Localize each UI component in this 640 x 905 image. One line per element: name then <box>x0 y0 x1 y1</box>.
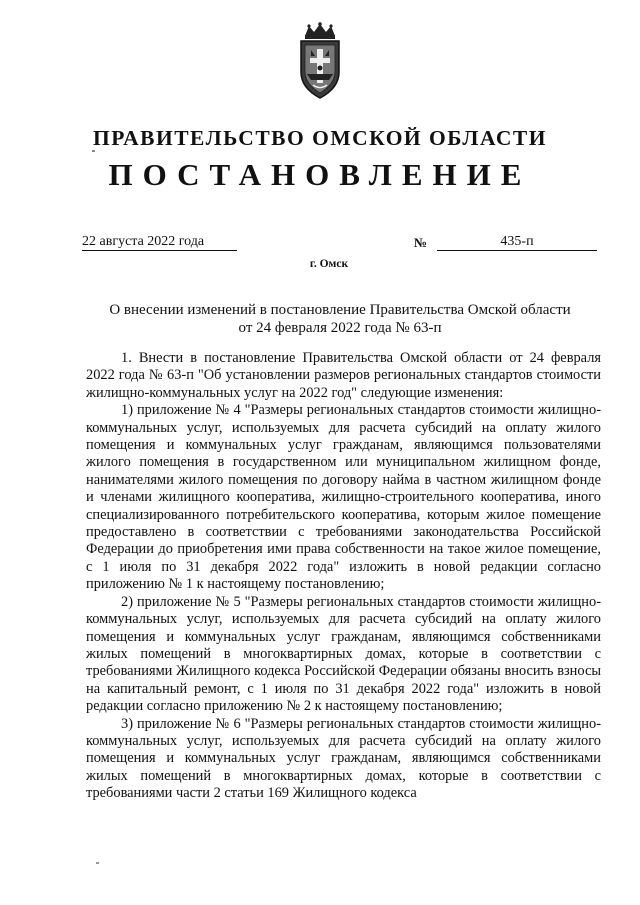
issuing-authority: ПРАВИТЕЛЬСТВО ОМСКОЙ ОБЛАСТИ <box>93 126 547 150</box>
coat-of-arms-icon <box>293 22 347 102</box>
subject-line-2: от 24 февраля 2022 года № 63-п <box>238 320 442 336</box>
document-body <box>86 350 601 803</box>
document-number: 435-п <box>437 233 597 251</box>
document-type-title: ПОСТАНОВЛЕНИЕ <box>108 157 532 192</box>
paragraph-2: 1) приложение № 4 "Размеры региональных стандартов стоимости жилищно-коммунальных услуг, используемых для расчета субсидий на оплату жилого помещения и коммунальных услуг гражданам, являющимся пользователями жилого помещения в государственном или муниципальном жилищном фонде, нанимателями жилого помещения по договору найма в частном жилищном фонде и членами жилищного кооператива, жилищно-строительного кооператива, иного специализированного потребительского кооператива, которым жилое помещение предоставлено в соответствии с требованиями законодательства Российской Федерации до приобретения ими права собственности на такое жилое помещение, с 1 июля по 31 декабря 2022 года" изложить в новой редакции согласно приложению № 1 к настоящему постановлению; <box>86 402 601 593</box>
issue-city: г. Омск <box>309 258 349 270</box>
number-sign: № <box>414 235 428 250</box>
paragraph-1: 1. Внести в постановление Правительства Омской области от 24 февраля 2022 года № 63-п "Об установлении размеров региональных стандартов стоимости жилищно-коммунальных услуг на 2022 год" следующие изменения: <box>86 350 601 401</box>
document-subject <box>60 301 620 337</box>
paragraph-3: 2) приложение № 5 "Размеры региональных стандартов стоимости жилищно-коммунальных услуг, используемых для расчета субсидий на оплату жилого помещения и коммунальных услуг гражданам, являющимся собственниками жилых помещений в многоквартирных домах, которые в соответствии с требованиями Жилищного кодекса Российской Федерации обязаны вносить взносы на капитальный ремонт, с 1 июля по 31 декабря 2022 года" изложить в новой редакции согласно приложению № 2 к настоящему постановлению; <box>86 593 601 715</box>
document-date: 22 августа 2022 года <box>82 233 237 251</box>
scan-mark-bottom <box>96 862 99 864</box>
subject-line-1: О внесении изменений в постановление Правительства Омской области <box>109 302 571 318</box>
paragraph-4: 3) приложение № 6 "Размеры региональных стандартов стоимости жилищно-коммунальных услуг, используемых для расчета субсидий на оплату жилого помещения и коммунальных услуг гражданам, являющимся собственниками жилых помещений в многоквартирных домах, которые в соответствии с требованиями части 2 статьи 169 Жилищного кодекса <box>86 715 601 802</box>
